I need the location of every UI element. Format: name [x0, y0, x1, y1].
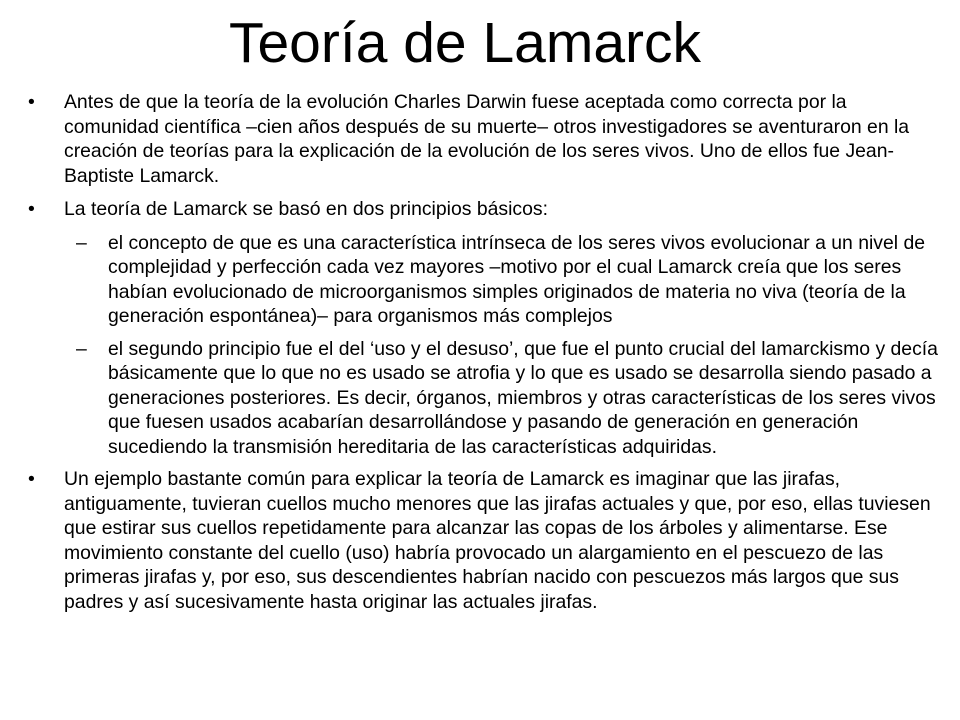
- bullet-text: La teoría de Lamarck se basó en dos principios básicos:: [64, 198, 548, 220]
- sub-bullet-item: [28, 337, 943, 460]
- bullet-item: [28, 197, 943, 222]
- slide-title: Teoría de Lamarck: [228, 11, 702, 75]
- sub-bullet-marker: –: [76, 337, 87, 360]
- bullet-item: [28, 467, 943, 614]
- bullet-item: [28, 90, 943, 188]
- sub-bullet-text: el concepto de que es una característica intrínseca de los seres vivos evolucionar a un nivel de complejidad y perfección cada vez mayores –motivo por el cual Lamarck creía que los seres habían evolucionado de microorganismos simples originados de materia no viva (teoría de la generación espontánea)– para organismos más complejos: [108, 231, 926, 327]
- bullet-text: Un ejemplo bastante común para explicar la teoría de Lamarck es imaginar que las jirafas, antiguamente, tuvieran cuellos mucho menores que las jirafas actuales y que, por eso, ellas tuviesen que estirar sus cuellos repetidamente para alcanzar las copas de los árboles y alimentarse. Ese movimiento constante del cuello (uso) habría provocado un alargamiento en el pescuezo de las primeras jirafas y, por eso, sus descendientes habrían nacido con pescuezos más largos que sus padres y así sucesivamente hasta originar las actuales jirafas.: [64, 468, 931, 613]
- bullet-text: Antes de que la teoría de la evolución Charles Darwin fuese aceptada como correcta por la comunidad científica –cien años después de su muerte– otros investigadores se aventuraron en la creación de teorías para la explicación de la evolución de los seres vivos. Uno de ellos fue Jean-Baptiste Lamarck.: [64, 91, 910, 187]
- sub-bullet-text: el segundo principio fue el del ‘uso y el desuso’, que fue el punto crucial del lamarckismo y decía básicamente que lo que no es usado se atrofia y lo que es usado se desarrolla siendo pasado a generaciones posteriores. Es decir, órganos, miembros y otras características de los seres vivos que fuesen usados acabarían desarrollándose y pasando de generación en generación sucediendo la transmisión hereditaria de las características adquiridas.: [108, 337, 938, 458]
- slide-body: [28, 90, 943, 623]
- bullet-marker: •: [28, 198, 35, 220]
- bullet-marker: •: [28, 468, 35, 490]
- sub-bullet-marker: –: [76, 231, 87, 254]
- sub-bullet-item: [28, 231, 943, 329]
- bullet-marker: •: [28, 91, 35, 113]
